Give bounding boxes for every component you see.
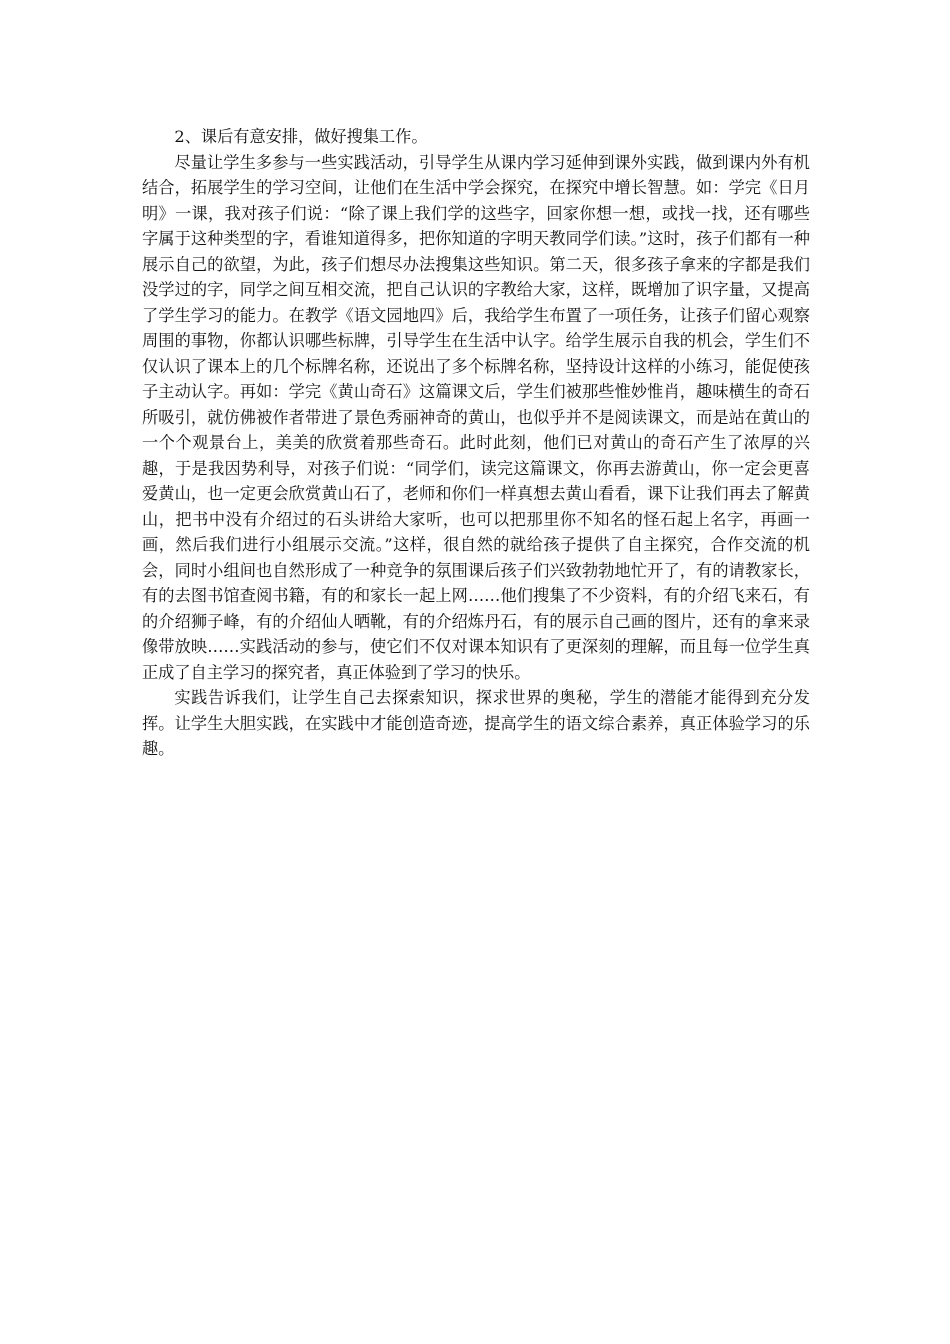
body-paragraph-1: 尽量让学生多参与一些实践活动，引导学生从课内学习延伸到课外实践，做到课内外有机结合，拓展学生的学习空间，让他们在生活中学会探究，在探究中增长智慧。如：学完《日月明》一课，我对孩子们说：“除了课上我们学的这些字，回家你想一想，或找一找，还有哪些字属于这种类型的字，看谁知道得多，把你知道的字明天教同学们读。”这时，孩子们都有一种展示自己的欲望，为此，孩子们想尽办法搜集这些知识。第二天，很多孩子拿来的字都是我们没学过的字，同学之间互相交流，把自己认识的字教给大家，这样，既增加了识字量，又提高了学生学习的能力。在教学《语文园地四》后，我给学生布置了一项任务，让孩子们留心观察周围的事物，你都认识哪些标牌，引导学生在生活中认字。给学生展示自我的机会，学生们不仅认识了课本上的几个标牌名称，还说出了多个标牌名称，坚持设计这样的小练习，能促使孩子主动认字。再如：学完《黄山奇石》这篇课文后，学生们被那些惟妙惟肖，趣味横生的奇石所吸引，就仿佛被作者带进了景色秀丽神奇的黄山，也似乎并不是阅读课文，而是站在黄山的一个个观景台上，美美的欣赏着那些奇石。此时此刻，他们已对黄山的奇石产生了浓厚的兴趣，于是我因势利导，对孩子们说：“同学们，读完这篇课文，你再去游黄山，你一定会更喜爱黄山，也一定更会欣赏黄山石了，老师和你们一样真想去黄山看看，课下让我们再去了解黄山，把书中没有介绍过的石头讲给大家听，也可以把那里你不知名的怪石起上名字，再画一画，然后我们进行小组展示交流。”这样，很自然的就给孩子提供了自主探究，合作交流的机会，同时小组间也自然形成了一种竞争的氛围课后孩子们兴致勃勃地忙开了，有的请教家长，有的去图书馆查阅书籍，有的和家长一起上网……他们搜集了不少资料，有的介绍飞来石，有的介绍狮子峰，有的介绍仙人晒靴，有的介绍炼丹石，有的展示自己画的图片，还有的拿来录像带放映……实践活动的参与，使它们不仅对课本知识有了更深刻的理解，而且每一位学生真正成了自主学习的探究者，真正体验到了学习的快乐。 <box>142 152 810 682</box>
body-paragraph-2: 实践告诉我们，让学生自己去探索知识，探求世界的奥秘，学生的潜能才能得到充分发挥。让学生大胆实践，在实践中才能创造奇迹，提高学生的语文综合素养，真正体验学习的乐趣。 <box>142 688 810 758</box>
document-body <box>142 124 810 762</box>
section-heading: 2、课后有意安排，做好搜集工作。 <box>174 127 428 146</box>
